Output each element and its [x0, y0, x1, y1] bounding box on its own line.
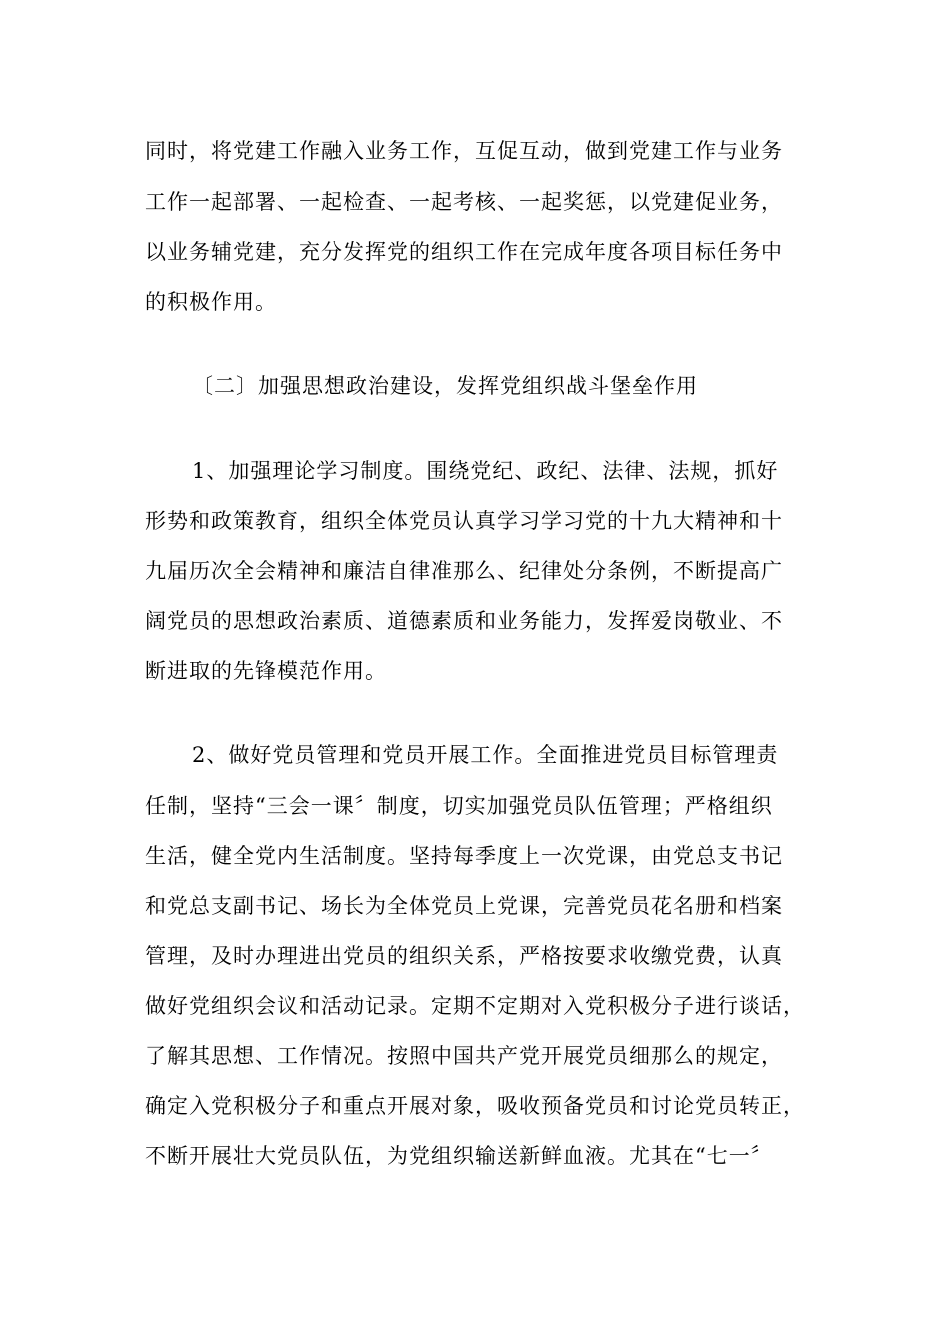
paragraph-3-line-8: 确定入党积极分子和重点开展对象，吸收预备党员和讨论党员转正， [145, 1094, 805, 1118]
paragraph-1-line-4: 的积极作用。 [145, 290, 277, 314]
paragraph-1-line-2: 工作一起部署、一起检查、一起考核、一起奖惩，以党建促业务， [145, 190, 783, 214]
paragraph-3-line-5: 管理，及时办理进出党员的组织关系，严格按要求收缴党费，认真 [145, 944, 783, 968]
paragraph-3-line-6: 做好党组织会议和活动记录。定期不定期对入党积极分子进行谈话， [145, 994, 805, 1018]
paragraph-2-line-5: 断进取的先锋模范作用。 [145, 659, 387, 683]
paragraph-3-line-4: 和党总支副书记、场长为全体党员上党课，完善党员花名册和档案 [145, 894, 783, 918]
paragraph-2-line-3: 九届历次全会精神和廉洁自律准那么、纪律处分条例，不断提高广 [145, 559, 783, 583]
paragraph-2-line-1: 1、加强理论学习制度。围绕党纪、政纪、法律、法规，抓好 [192, 459, 779, 483]
paragraph-3-line-3: 生活，健全党内生活制度。坚持每季度上一次党课，由党总支书记 [145, 844, 783, 868]
paragraph-3-line-1: 2、做好党员管理和党员开展工作。全面推进党员目标管理责 [192, 743, 779, 767]
paragraph-3-line-2: 任制，坚持“三会一课〞制度，切实加强党员队伍管理；严格组织 [145, 794, 773, 818]
paragraph-2-line-2: 形势和政策教育，组织全体党员认真学习学习党的十九大精神和十 [145, 509, 783, 533]
paragraph-3-line-7: 了解其思想、工作情况。按照中国共产党开展党员细那么的规定， [145, 1044, 783, 1068]
paragraph-1-line-1: 同时，将党建工作融入业务工作，互促互动，做到党建工作与业务 [145, 139, 783, 163]
paragraph-3-line-9: 不断开展壮大党员队伍，为党组织输送新鲜血液。尤其在“七一〞 [145, 1144, 773, 1168]
paragraph-1-line-3: 以业务辅党建，充分发挥党的组织工作在完成年度各项目标任务中 [145, 240, 783, 264]
paragraph-2-line-4: 阔党员的思想政治素质、道德素质和业务能力，发挥爱岗敬业、不 [145, 609, 783, 633]
section-heading: 〔二〕加强思想政治建设，发挥党组织战斗堡垒作用 [192, 374, 698, 398]
